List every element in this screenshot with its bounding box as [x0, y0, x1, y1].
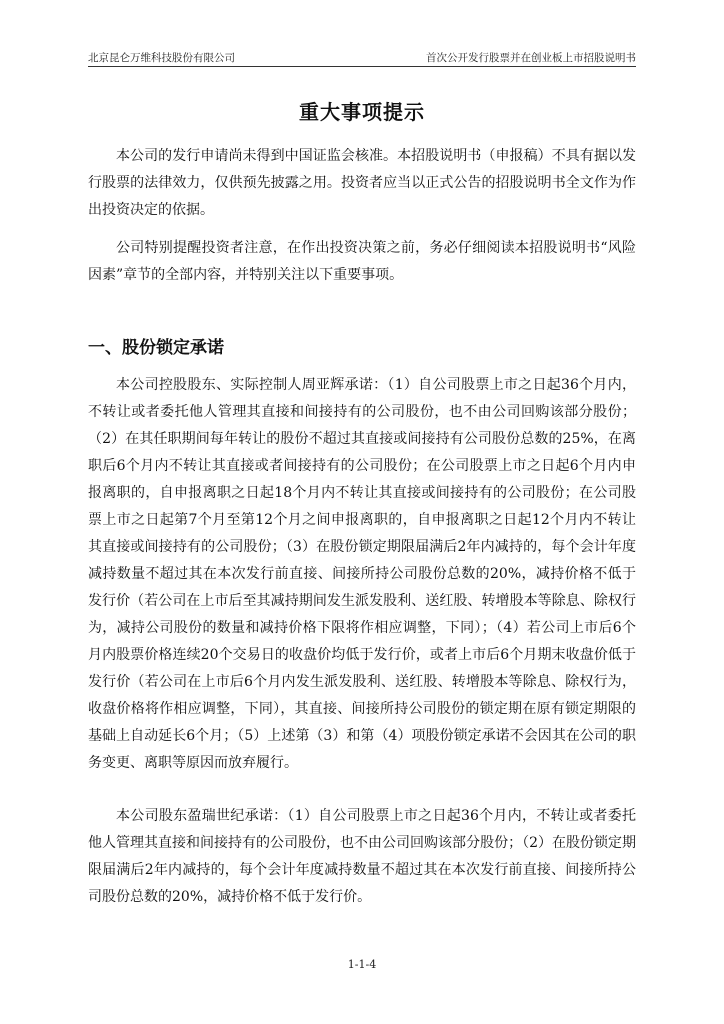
page-number: 1-1-4 — [347, 958, 377, 971]
lockup-paragraph-yingrui: 本公司股东盈瑞世纪承诺：（1）自公司股票上市之日起36个月内，不转让或者委托他人管理其直接和间接持有的公司股份，也不由公司回购该部分股份；（2）在股份锁定期限届满后2年内减持的，每个会计年度减持数量不超过其在本次发行前直接、间接所持公司股份总数的20%，减持价格不低于发行价。 — [88, 808, 636, 905]
lockup-paragraph-controlling-shareholder: 本公司控股股东、实际控制人周亚辉承诺：（1）自公司股票上市之日起36个月内，不转让或者委托他人管理其直接和间接持有的公司股份，也不由公司回购该部分股份；（2）在其任职期间每年转让的股份不超过其直接或间接持有公司股份总数的25%，在离职后6个月内不转让其直接或者间接持有的公司股份；在公司股票上市之日起6个月内申报离职的，自申报离职之日起18个月内不转让其直接或间接持有的公司股份；在公司股票上市之日起第7个月至第12个月之间申报离职的，自申报离职之日起12个月内不转让其直接或间接持有的公司股份；（3）在股份锁定期限届满后2年内减持的，每个会计年度减持数量不超过其在本次发行前直接、间接所持公司股份总数的20%，减持价格不低于发行价（若公司在上市后至其减持期间发生派发股利、送红股、转增股本等除息、除权行为，减持公司股份的数量和减持价格下限将作相应调整，下同）；（4）若公司上市后6个月内股票价格连续20个交易日的收盘价均低于发行价，或者上市后6个月期末收盘价低于发行价（若公司在上市后6个月内发生派发股利、送红股、转增股本等除息、除权行为，收盘价格将作相应调整，下同），其直接、间接所持公司股份的锁定期在原有锁定期限的基础上自动延长6个月；（5）上述第（3）和第（4）项股份锁定承诺不会因其在公司的职务变更、离职等原因而放弃履行。 — [88, 377, 636, 771]
page-header — [88, 50, 636, 67]
section-heading-share-lockup: 一、股份锁定承诺 — [88, 338, 224, 358]
header-document-title: 首次公开发行股票并在创业板上市招股说明书 — [426, 52, 636, 64]
intro-paragraph-2: 公司特别提醒投资者注意，在作出投资决策之前，务必仔细阅读本招股说明书“风险因素”章节的全部内容，并特别关注以下重要事项。 — [88, 240, 636, 283]
header-company-name: 北京昆仑万维科技股份有限公司 — [88, 52, 235, 64]
page-title: 重大事项提示 — [299, 100, 425, 124]
intro-paragraph-1: 本公司的发行申请尚未得到中国证监会核准。本招股说明书（申报稿）不具有据以发行股票的法律效力，仅供预先披露之用。投资者应当以正式公告的招股说明书全文作为作出投资决定的依据。 — [88, 148, 636, 218]
